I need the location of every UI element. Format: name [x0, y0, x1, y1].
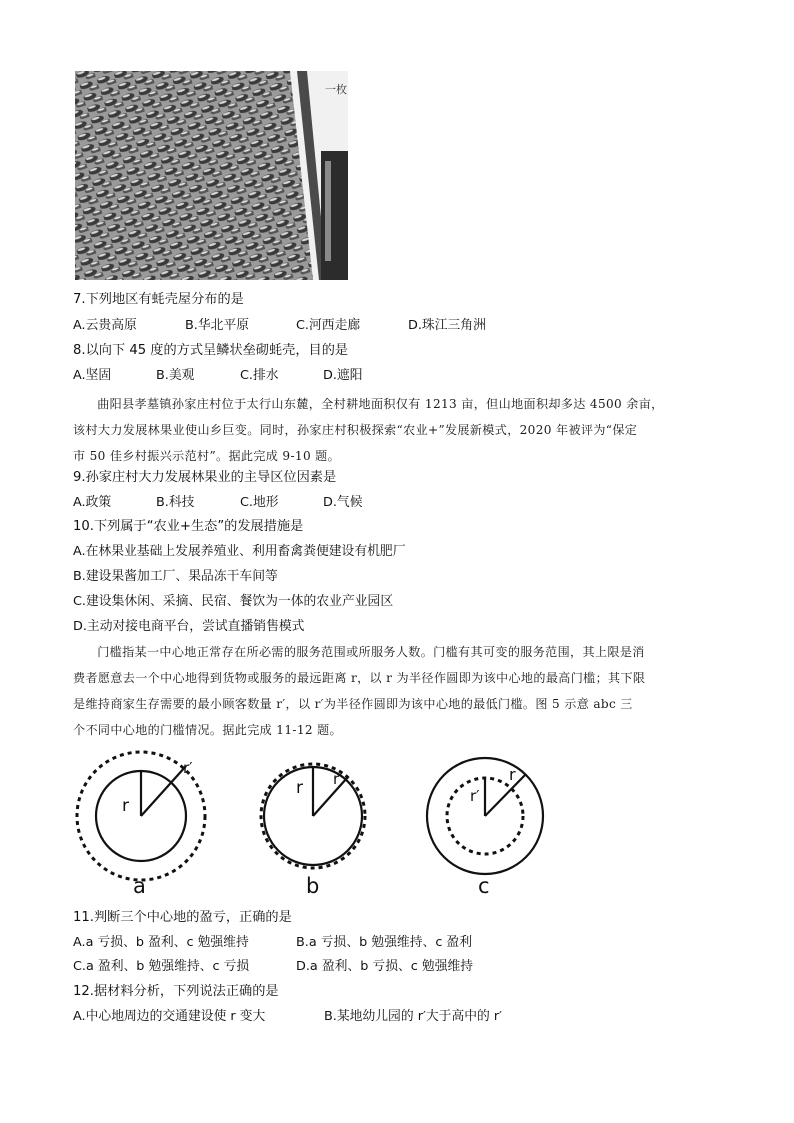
q9-option-d: D.气候 — [323, 495, 363, 510]
question-9-stem: 9.孙家庄村大力发展林果业的主导区位因素是 — [73, 470, 337, 485]
q10-option-c: C.建设集休闲、采摘、民宿、餐饮为一体的农业产业园区 — [73, 594, 394, 609]
passage-1-line: 市 50 佳乡村振兴示范村”。据此完成 9-10 题。 — [73, 449, 341, 463]
question-8-stem: 8.以向下 45 度的方式呈鳞状垒砌蚝壳，目的是 — [73, 343, 349, 358]
q10-option-a: A.在林果业基础上发展养殖业、利用畜禽粪便建设有机肥厂 — [73, 544, 406, 559]
q8-option-b: B.美观 — [156, 368, 195, 383]
radius-line — [485, 774, 526, 816]
passage-2-line: 费者愿意去一个中心地得到货物或服务的最远距离 r，以 r 为半径作圆即为该中心地的最高门槛；其下限 — [73, 671, 646, 685]
q11-option-a: A.a 亏损、b 盈利、c 勉强维持 — [73, 935, 249, 950]
q8-option-d: D.遮阳 — [323, 368, 363, 383]
passage-1-line: 曲阳县孝墓镇孙家庄村位于太行山东麓，全村耕地面积仅有 1213 亩，但山地面积却多达 4500 余亩， — [97, 397, 664, 411]
panel-a — [77, 752, 205, 880]
oyster-shell-wall-photo — [75, 71, 348, 280]
passage-2-line: 个不同中心地的门槛情况。据此完成 11-12 题。 — [73, 723, 342, 737]
panel-c — [427, 758, 543, 874]
passage-2-line: 是维持商家生存需要的最小顾客数量 r′，以 r′为半径作圆即为该中心地的最低门槛。图 5 示意 abc 三 — [73, 697, 633, 711]
radius-label-r: r — [296, 778, 303, 798]
q7-option-c: C.河西走廊 — [296, 318, 361, 333]
q8-option-c: C.排水 — [240, 368, 279, 383]
q9-option-c: C.地形 — [240, 495, 279, 510]
passage-threshold — [73, 639, 721, 743]
question-7-stem: 7.下列地区有蚝壳屋分布的是 — [73, 292, 244, 307]
q11-option-d: D.a 盈利、b 亏损、c 勉强维持 — [296, 959, 474, 974]
q12-option-a: A.中心地周边的交通建设使 r 变大 — [73, 1009, 266, 1024]
passage-2-line: 门槛指某一中心地正常存在所必需的服务范围或所服务人数。门槛有其可变的服务范围，其上限是消 — [97, 645, 645, 659]
passage-sunjiazhuang — [73, 391, 721, 469]
panel-label-a: a — [133, 874, 146, 898]
radius-label-r: r — [509, 765, 516, 784]
q10-option-b: B.建设果酱加工厂、果品冻干车间等 — [73, 569, 278, 584]
radius-label-r: r — [122, 796, 129, 816]
radius-label-r-prime: r′ — [183, 759, 193, 777]
question-10-stem: 10.下列属于“农业+生态”的发展措施是 — [73, 519, 304, 534]
panel-b — [261, 764, 365, 868]
q9-option-b: B.科技 — [156, 495, 195, 510]
q9-option-a: A.政策 — [73, 495, 112, 510]
q11-option-c: C.a 盈利、b 勉强维持、c 亏损 — [73, 959, 250, 974]
question-12-stem: 12.据材料分析，下列说法正确的是 — [73, 984, 279, 999]
panel-label-b: b — [306, 874, 320, 898]
threshold-figure — [70, 744, 570, 904]
oyster-shell-texture — [75, 71, 348, 280]
q11-option-b: B.a 亏损、b 勉强维持、c 盈利 — [296, 935, 473, 950]
panel-label-c: c — [478, 874, 490, 898]
q10-option-d: D.主动对接电商平台，尝试直播销售模式 — [73, 619, 305, 634]
radius-label-r-prime: r′ — [470, 787, 480, 805]
radius-label-r-prime: r′ — [333, 770, 343, 788]
q7-option-b: B.华北平原 — [185, 318, 250, 333]
photo-caption-glyph: 一枚 — [325, 83, 347, 96]
q7-option-d: D.珠江三角洲 — [408, 318, 486, 333]
q12-option-b: B.某地幼儿园的 r′大于高中的 r′ — [324, 1009, 503, 1024]
q7-option-a: A.云贵高原 — [73, 318, 137, 333]
question-11-stem: 11.判断三个中心地的盈亏，正确的是 — [73, 910, 292, 925]
passage-1-line: 该村大力发展林果业使山乡巨变。同时，孙家庄村积极探索“农业+”发展新模式，2020 年被评为“保定 — [73, 423, 638, 437]
q8-option-a: A.坚固 — [73, 368, 112, 383]
